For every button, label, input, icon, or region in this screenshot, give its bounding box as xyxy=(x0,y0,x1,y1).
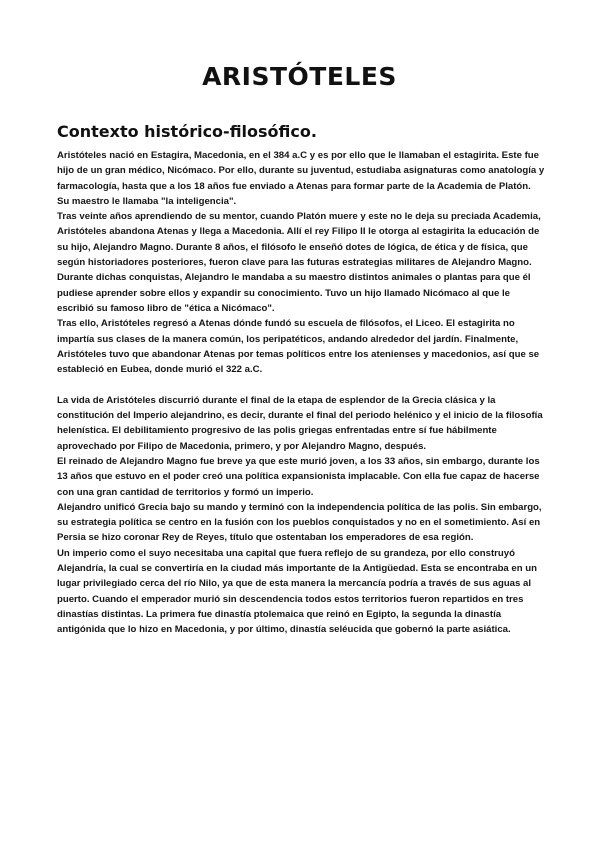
section-heading: Contexto histórico-filosófico. xyxy=(57,122,317,141)
document-title: ARISTÓTELES xyxy=(202,62,397,91)
body-text xyxy=(57,148,545,638)
paragraph: Alejandro unificó Grecia bajo su mando y terminó con la independencia política de las polis. Sin embargo, su estrategia política se centro en la fusión con los pueblos conquistados y no en el sometimiento. Así en Persia se hizo coronar Rey de Reyes, título que ostentaban los emperadores de esa región. xyxy=(57,501,542,544)
paragraph: Tras ello, Aristóteles regresó a Atenas dónde fundó su escuela de filósofos, el Liceo. El estagirita no impartía sus clases de la manera común, los peripatéticos, andando alrededor del jardín. Finalmente, Aristóteles tuvo que abandonar Atenas por temas políticos entre los atenienses y macedonios, así que se estableció en Eubea, donde murió el 322 a.C. xyxy=(57,318,540,376)
paragraph: Aristóteles nació en Estagira, Macedonia, en el 384 a.C y es por ello que le llamaban el estagirita. Este fue hijo de un gran médico, Nicómaco. Por ello, durante su juventud, estudiaba asignaturas como anatología y farmacología, hasta que a los 18 años fue enviado a Atenas para formar parte de la Academia de Platón. Su maestro le llamaba "la inteligencia". xyxy=(57,150,545,207)
paragraph: Tras veinte años aprendiendo de su mentor, cuando Platón muere y este no le deja su preciada Academia, Aristóteles abandona Atenas y llega a Macedonia. Allí el rey Filipo II le otorga al estagirita la educación de su hijo, Alejandro Magno. Durante 8 años, el filósofo le enseñó dotes de lógica, de ética y de física, que según historiadores posteriores, fueron clave para las futuras estrategias militares de Alejandro Magno. Durante dichas conquistas, Alejandro le mandaba a su maestro distintos animales o plantas para que él pudiese aprender sobre ellos y expandir su conocimiento. Tuvo un hijo llamado Nicómaco al que le escribió su famoso libro de "ética a Nicómaco". xyxy=(57,211,541,314)
paragraph: La vida de Aristóteles discurrió durante el final de la etapa de esplendor de la Grecia clásica y la constitución del Imperio alejandrino, es decir, durante el final del periodo helénico y el inicio de la filosofía helenística. El debilitamiento progresivo de las polis griegas enfrentadas entre sí fue hábilmente aprovechado por Filipo de Macedonia, primero, y por Alejandro Magno, después. xyxy=(57,394,543,452)
paragraph: Un imperio como el suyo necesitaba una capital que fuera reflejo de su grandeza, por ello construyó Alejandría, la cual se convertiría en la ciudad más importante de la Antigüedad. Esta se encontraba en un lugar privilegiado cerca del río Nilo, ya que de esta manera la mercancía podría a través de sus aguas al puerto. Cuando el emperador murió sin descendencia todos estos territorios fueron repartidos en tres dinastías distintas. La primera fue dinastía ptolemaica que reinó en Egipto, la segunda la dinastía antigónida que lo hizo en Macedonia, y por último, dinastía seléucida que gobernó la parte asiática. xyxy=(57,547,538,636)
paragraph: El reinado de Alejandro Magno fue breve ya que este murió joven, a los 33 años, sin embargo, durante los 13 años que estuvo en el poder creó una política expansionista implacable. Con ella fue capaz de hacerse con una gran cantidad de territorios y formó un imperio. xyxy=(57,455,540,498)
